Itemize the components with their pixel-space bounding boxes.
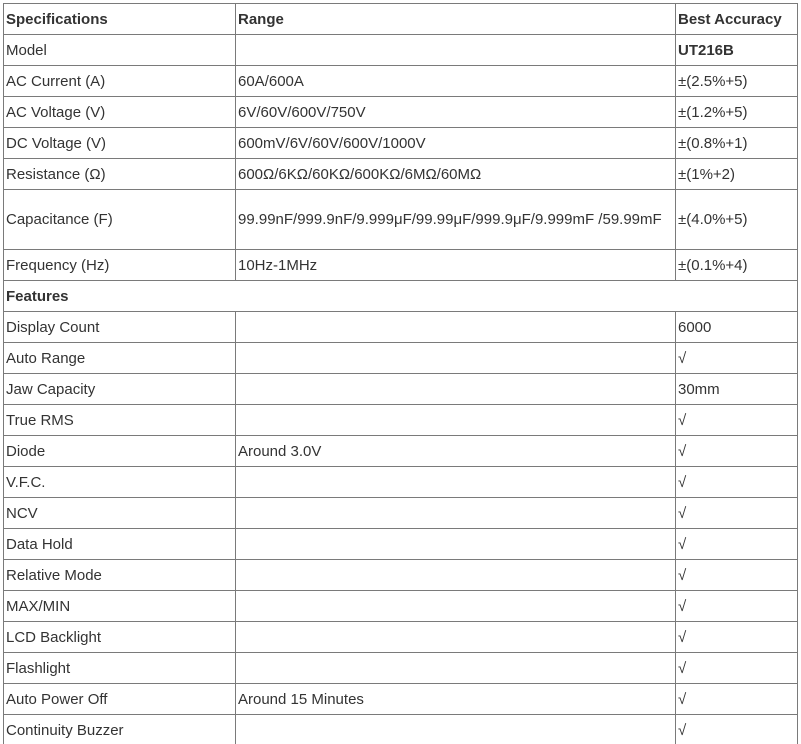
spec-accuracy: ±(1.2%+5): [676, 97, 798, 128]
spec-accuracy: ±(0.1%+4): [676, 250, 798, 281]
feature-label: V.F.C.: [4, 467, 236, 498]
feature-value: 30mm: [676, 374, 798, 405]
model-range: [236, 35, 676, 66]
feature-value: √: [676, 405, 798, 436]
table-row: [4, 190, 798, 250]
spec-accuracy: ±(0.8%+1): [676, 128, 798, 159]
table-row: [4, 622, 798, 653]
feature-value: 6000: [676, 312, 798, 343]
spec-accuracy: ±(2.5%+5): [676, 66, 798, 97]
feature-label: Continuity Buzzer: [4, 715, 236, 744]
feature-value: √: [676, 715, 798, 744]
feature-range: Around 15 Minutes: [236, 684, 676, 715]
feature-value: √: [676, 498, 798, 529]
feature-range: [236, 405, 676, 436]
table-row: [4, 66, 798, 97]
table-row: [4, 591, 798, 622]
feature-range: [236, 467, 676, 498]
spec-label: Capacitance (F): [4, 190, 236, 250]
spec-table: [3, 3, 798, 744]
table-row: [4, 128, 798, 159]
table-row: [4, 343, 798, 374]
features-title: Features: [4, 281, 798, 312]
feature-range: [236, 560, 676, 591]
model-value: UT216B: [676, 35, 798, 66]
feature-value: √: [676, 684, 798, 715]
feature-label: Auto Range: [4, 343, 236, 374]
table-row: [4, 250, 798, 281]
spec-range: 600Ω/6KΩ/60KΩ/600KΩ/6MΩ/60MΩ: [236, 159, 676, 190]
spec-range: 60A/600A: [236, 66, 676, 97]
feature-range: [236, 529, 676, 560]
feature-range: [236, 498, 676, 529]
table-row: [4, 436, 798, 467]
feature-label: Relative Mode: [4, 560, 236, 591]
feature-range: [236, 715, 676, 744]
spec-range: 99.99nF/999.9nF/9.999μF/99.99μF/999.9μF/9.999mF /59.99mF: [236, 190, 676, 250]
spec-label: AC Voltage (V): [4, 97, 236, 128]
spec-label: Frequency (Hz): [4, 250, 236, 281]
table-row: [4, 529, 798, 560]
feature-label: LCD Backlight: [4, 622, 236, 653]
table-row: [4, 653, 798, 684]
header-best-accuracy: Best Accuracy: [676, 4, 798, 35]
feature-label: Diode: [4, 436, 236, 467]
feature-label: Auto Power Off: [4, 684, 236, 715]
feature-label: Display Count: [4, 312, 236, 343]
table-row: [4, 560, 798, 591]
table-row: [4, 97, 798, 128]
table-row: [4, 405, 798, 436]
spec-accuracy: ±(1%+2): [676, 159, 798, 190]
feature-label: Jaw Capacity: [4, 374, 236, 405]
table-row: [4, 312, 798, 343]
spec-label: AC Current (A): [4, 66, 236, 97]
spec-range: 10Hz-1MHz: [236, 250, 676, 281]
table-row: [4, 35, 798, 66]
table-row: [4, 498, 798, 529]
table-row: [4, 159, 798, 190]
table-header-row: [4, 4, 798, 35]
features-header-row: [4, 281, 798, 312]
feature-value: √: [676, 467, 798, 498]
feature-range: [236, 343, 676, 374]
feature-range: [236, 653, 676, 684]
feature-value: √: [676, 560, 798, 591]
table-row: [4, 374, 798, 405]
feature-label: Data Hold: [4, 529, 236, 560]
feature-value: √: [676, 343, 798, 374]
spec-accuracy: ±(4.0%+5): [676, 190, 798, 250]
header-range: Range: [236, 4, 676, 35]
feature-label: True RMS: [4, 405, 236, 436]
feature-label: MAX/MIN: [4, 591, 236, 622]
model-label: Model: [4, 35, 236, 66]
spec-label: DC Voltage (V): [4, 128, 236, 159]
header-specifications: Specifications: [4, 4, 236, 35]
feature-label: NCV: [4, 498, 236, 529]
feature-range: [236, 622, 676, 653]
spec-range: 6V/60V/600V/750V: [236, 97, 676, 128]
feature-range: [236, 374, 676, 405]
feature-value: √: [676, 436, 798, 467]
feature-label: Flashlight: [4, 653, 236, 684]
feature-value: √: [676, 622, 798, 653]
feature-value: √: [676, 591, 798, 622]
feature-range: Around 3.0V: [236, 436, 676, 467]
feature-value: √: [676, 529, 798, 560]
feature-value: √: [676, 653, 798, 684]
table-row: [4, 467, 798, 498]
spec-label: Resistance (Ω): [4, 159, 236, 190]
feature-range: [236, 312, 676, 343]
table-row: [4, 684, 798, 715]
feature-range: [236, 591, 676, 622]
table-row: [4, 715, 798, 744]
spec-range: 600mV/6V/60V/600V/1000V: [236, 128, 676, 159]
